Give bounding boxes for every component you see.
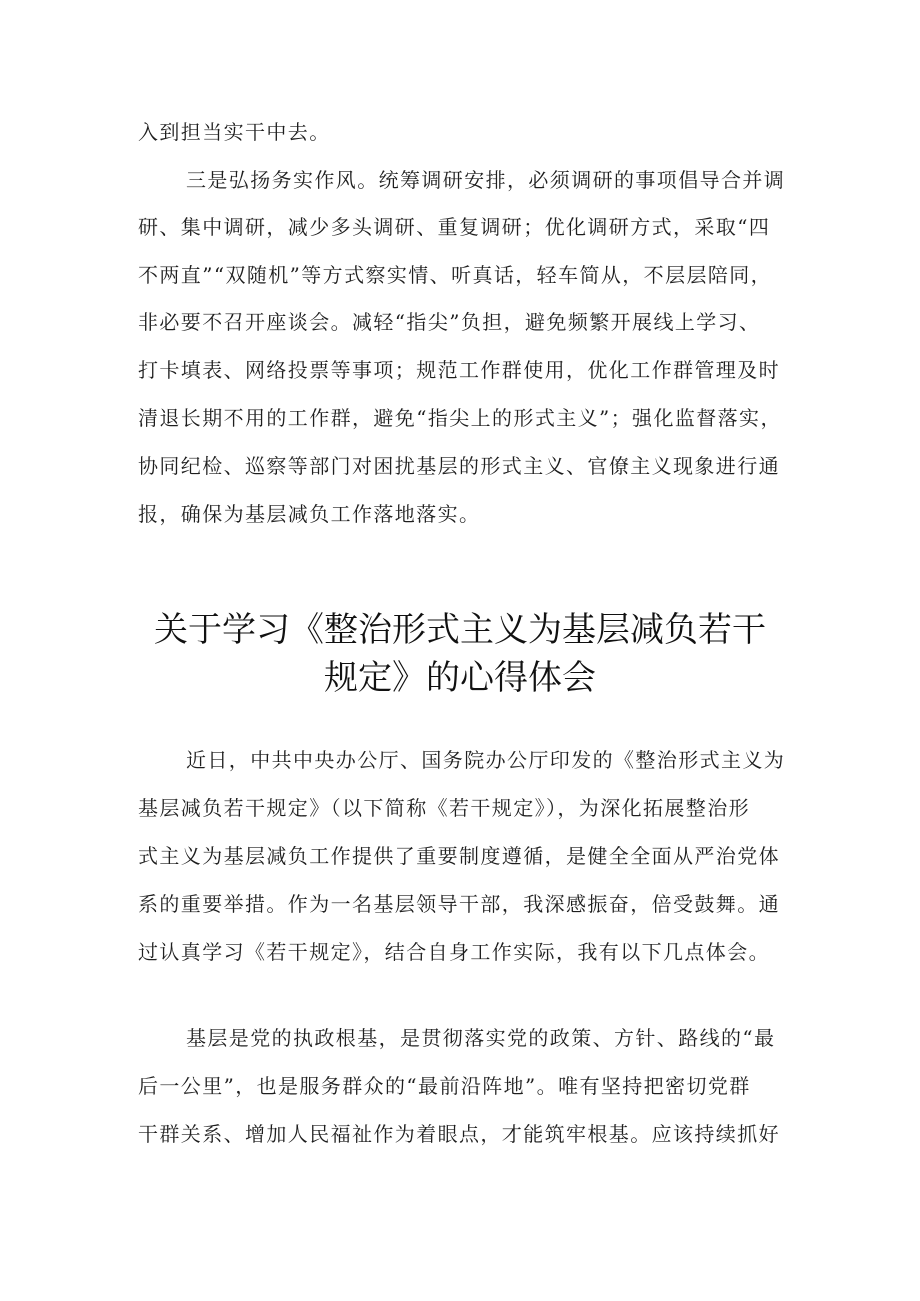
document-title-line-1: 关于学习《整治形式主义为基层减负若干: [154, 610, 766, 650]
text-line: 后一公里”，也是服务群众的“最前沿阵地”。唯有坚持把密切党群: [138, 1074, 751, 1098]
text-line: 系的重要举措。作为一名基层领导干部，我深感振奋，倍受鼓舞。通: [138, 892, 780, 916]
text-line: 打卡填表、网络投票等事项；规范工作群使用，优化工作群管理及时: [138, 358, 780, 382]
text-line: 协同纪检、巡察等部门对困扰基层的形式主义、官僚主义现象进行通: [138, 454, 780, 478]
text-line: 报，确保为基层减负工作落地落实。: [138, 502, 481, 526]
text-line: 干群关系、增加人民福祉作为着眼点，才能筑牢根基。应该持续抓好: [138, 1122, 780, 1146]
text-line: 基层减负若干规定》（以下简称《若干规定》），为深化拓展整治形: [138, 796, 750, 820]
text-line: 式主义为基层减负工作提供了重要制度遵循，是健全全面从严治党体: [138, 844, 780, 868]
text-line: 入到担当实干中去。: [138, 120, 331, 144]
document-title-line-2: 规定》的心得体会: [324, 658, 596, 698]
text-line: 非必要不召开座谈会。减轻“指尖”负担，避免频繁开展线上学习、: [138, 310, 761, 334]
text-line: 不两直”“双随机”等方式察实情、听真话，轻车简从，不层层陪同，: [138, 263, 773, 287]
text-line: 过认真学习《若干规定》，结合自身工作实际，我有以下几点体会。: [138, 940, 770, 964]
text-line: 研、集中调研，减少多头调研、重复调研；优化调研方式，采取“四: [138, 215, 771, 239]
text-line: 基层是党的执政根基，是贯彻落实党的政策、方针、路线的“最: [186, 1026, 776, 1050]
text-line: 近日，中共中央办公厅、国务院办公厅印发的《整治形式主义为: [186, 748, 786, 772]
text-line: 三是弘扬务实作风。统筹调研安排，必须调研的事项倡导合并调: [186, 168, 786, 192]
text-line: 清退长期不用的工作群，避免“指尖上的形式主义”；强化监督落实，: [138, 406, 782, 430]
